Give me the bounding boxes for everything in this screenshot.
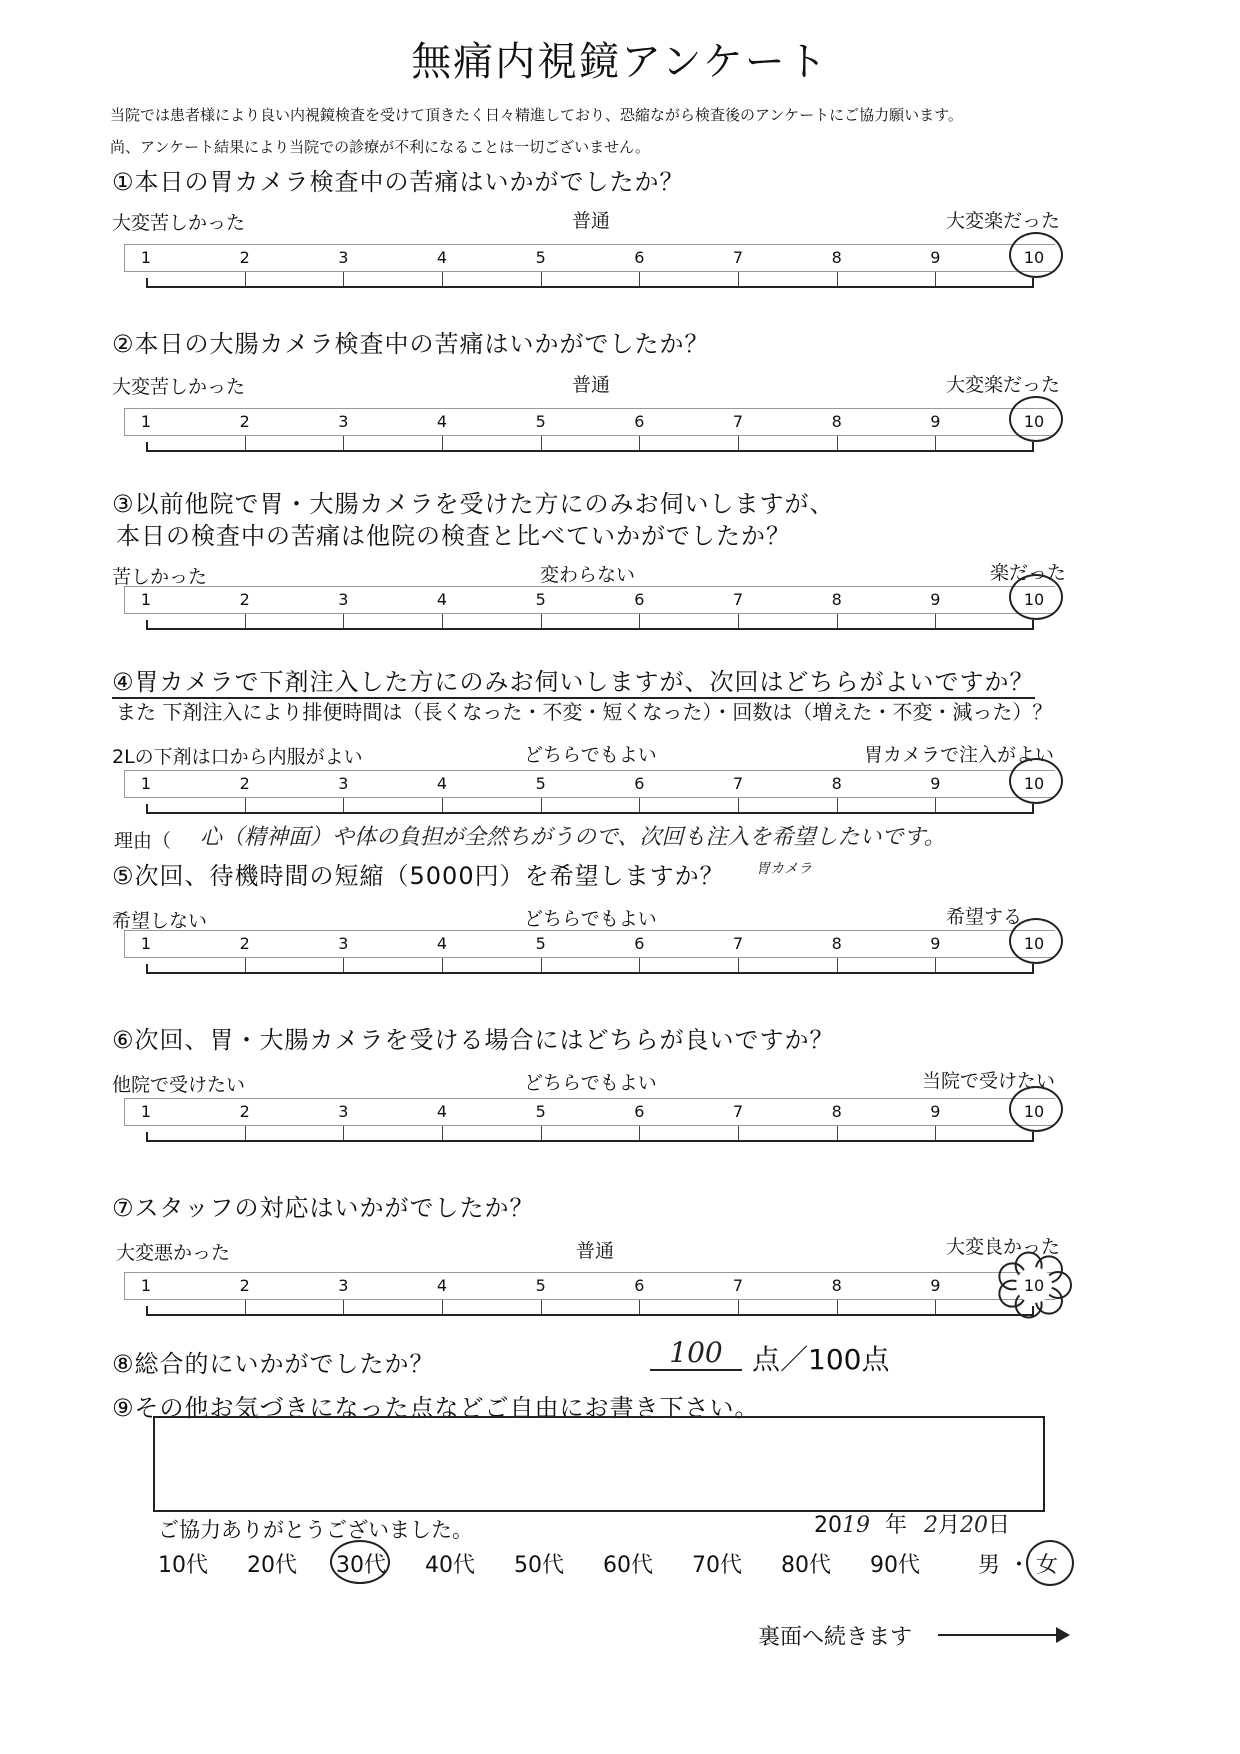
- scale-axis-line: [146, 812, 1034, 814]
- age-option[interactable]: 20代: [247, 1553, 297, 1578]
- reason-label: 理由（: [114, 830, 172, 852]
- scale-number[interactable]: 10: [1023, 774, 1045, 793]
- arrow-right-icon: [1056, 1627, 1070, 1643]
- question-4-text-line2: また 下剤注入により排便時間は（長くなった・不変・短くなった）・回数は（増えた・不変・減った）？: [116, 700, 1053, 724]
- scale-number[interactable]: 6: [634, 412, 645, 431]
- scale-end-right: [1032, 278, 1034, 288]
- scale-tick: [245, 1300, 246, 1314]
- q7-rating-scale[interactable]: [124, 1272, 1054, 1332]
- reason-handwritten[interactable]: 心（精神面）や体の負担が全然ちがうので、次回も注入を希望したいです。: [200, 825, 946, 850]
- scale-number[interactable]: 7: [732, 774, 744, 793]
- date-year-hand[interactable]: 19: [842, 1513, 870, 1538]
- scale-tick: [837, 614, 838, 628]
- date-day-hand[interactable]: 20: [960, 1513, 989, 1538]
- scale-tick: [541, 958, 542, 972]
- scale-tick: [442, 272, 443, 286]
- scale-tick: [541, 1300, 542, 1314]
- q4-left-label: 2Lの下剤は口から内服がよい: [112, 746, 363, 768]
- scale-number[interactable]: 9: [930, 590, 941, 609]
- scale-axis-line: [146, 972, 1034, 974]
- scale-number[interactable]: 1: [140, 590, 152, 609]
- date-field: [814, 1508, 1010, 1539]
- scale-tick: [343, 436, 344, 450]
- q2-rating-scale[interactable]: [124, 408, 1054, 468]
- q7-right-label: 大変良かった: [946, 1236, 1061, 1258]
- age-option[interactable]: 10代: [158, 1553, 208, 1578]
- q5-right-label: 希望する: [946, 906, 1023, 928]
- scale-number[interactable]: 2: [239, 412, 250, 431]
- scale-tick: [738, 436, 739, 450]
- scale-tick: [738, 958, 739, 972]
- q9-free-text-box[interactable]: [153, 1416, 1045, 1512]
- q3-right-label: 楽だった: [990, 562, 1067, 584]
- scale-number[interactable]: 7: [732, 1276, 744, 1295]
- scale-end-left: [146, 964, 148, 974]
- scale-tick: [738, 798, 739, 812]
- gender-female[interactable]: 女: [1036, 1553, 1059, 1578]
- scale-number[interactable]: 1: [140, 248, 152, 267]
- scale-selection-circle: [1009, 758, 1063, 804]
- scale-number[interactable]: 8: [831, 248, 842, 267]
- scale-tick: [541, 436, 542, 450]
- q7-mid-label: 普通: [576, 1240, 615, 1262]
- scale-tick: [245, 272, 246, 286]
- scale-axis-line: [146, 1140, 1034, 1142]
- scale-tick: [343, 1300, 344, 1314]
- scale-number[interactable]: 6: [634, 1276, 645, 1295]
- scale-number[interactable]: 8: [831, 1102, 842, 1121]
- scale-number[interactable]: 1: [140, 934, 152, 953]
- scale-number[interactable]: 1: [140, 412, 152, 431]
- scale-tick: [639, 614, 640, 628]
- age-option[interactable]: 80代: [781, 1553, 831, 1578]
- scale-end-left: [146, 804, 148, 814]
- scale-tick: [541, 272, 542, 286]
- scale-tick: [343, 798, 344, 812]
- question-5-text: ⑤次回、待機時間の短縮（5000円）を希望しますか？: [112, 862, 725, 890]
- q1-rating-scale[interactable]: [124, 244, 1054, 304]
- page-title: 無痛内視鏡アンケート: [411, 39, 829, 85]
- scale-frame: [124, 770, 1055, 798]
- scale-tick: [442, 798, 443, 812]
- scale-number[interactable]: 6: [634, 248, 645, 267]
- question-1-text: ①本日の胃カメラ検査中の苦痛はいかがでしたか？: [112, 168, 685, 196]
- scale-number[interactable]: 4: [436, 412, 448, 431]
- scale-number[interactable]: 7: [732, 412, 744, 431]
- scale-number[interactable]: 5: [535, 248, 546, 267]
- scale-tick: [935, 436, 936, 450]
- scale-frame: [124, 586, 1055, 614]
- scale-tick: [935, 1126, 936, 1140]
- q8-score-handwritten[interactable]: 100: [650, 1336, 742, 1371]
- gender-male[interactable]: 男: [978, 1553, 1001, 1578]
- scale-number[interactable]: 3: [338, 774, 349, 793]
- scale-tick: [442, 614, 443, 628]
- scale-number[interactable]: 5: [535, 412, 546, 431]
- scale-frame: [124, 244, 1055, 272]
- scale-number[interactable]: 2: [239, 774, 250, 793]
- scale-tick: [541, 614, 542, 628]
- scale-tick: [343, 614, 344, 628]
- question-3-text: ③以前他院で胃・大腸カメラを受けた方にのみお伺いしますが、: [112, 490, 835, 518]
- scale-number[interactable]: 9: [930, 774, 941, 793]
- scale-number[interactable]: 10: [1023, 934, 1045, 953]
- scale-tick: [442, 958, 443, 972]
- scale-tick: [442, 436, 443, 450]
- scale-number[interactable]: 1: [140, 1276, 152, 1295]
- q1-mid-label: 普通: [572, 210, 611, 232]
- scale-number[interactable]: 8: [831, 412, 842, 431]
- scale-number[interactable]: 2: [239, 934, 250, 953]
- date-year-prefix: 20: [814, 1513, 842, 1538]
- question-3-text-line2: 本日の検査中の苦痛は他院の検査と比べていかがでしたか？: [116, 522, 791, 550]
- scale-tick: [541, 798, 542, 812]
- continue-arrow-line: [938, 1634, 1060, 1636]
- scale-tick: [639, 798, 640, 812]
- scale-number[interactable]: 6: [634, 774, 645, 793]
- scale-number[interactable]: 7: [732, 248, 744, 267]
- gender-separator: ・: [1008, 1553, 1031, 1578]
- intro-line-2: 尚、アンケート結果により当院での診療が不利になることは一切ございません。: [110, 138, 651, 156]
- scale-tick: [245, 958, 246, 972]
- scale-tick: [639, 1300, 640, 1314]
- q6-left-label: 他院で受けたい: [112, 1074, 246, 1096]
- scale-selection-circle: [1009, 396, 1063, 442]
- scale-number[interactable]: 10: [1023, 1102, 1045, 1121]
- scale-number[interactable]: 3: [338, 412, 349, 431]
- scale-end-left: [146, 442, 148, 452]
- scale-selection-circle: [1009, 918, 1063, 964]
- scale-number[interactable]: 1: [140, 1102, 152, 1121]
- scale-tick: [935, 272, 936, 286]
- q2-mid-label: 普通: [572, 374, 611, 396]
- date-month-hand[interactable]: 2: [924, 1513, 939, 1538]
- age-option[interactable]: 70代: [692, 1553, 742, 1578]
- scale-number[interactable]: 4: [436, 1102, 448, 1121]
- scale-tick: [639, 436, 640, 450]
- q3-mid-label: 変わらない: [540, 564, 636, 586]
- q6-right-label: 当院で受けたい: [922, 1070, 1056, 1092]
- scale-number[interactable]: 4: [436, 774, 448, 793]
- scale-number[interactable]: 5: [535, 590, 546, 609]
- scale-number[interactable]: 9: [930, 1102, 941, 1121]
- scale-number[interactable]: 6: [634, 934, 645, 953]
- age-option[interactable]: 40代: [425, 1553, 475, 1578]
- scale-tick: [935, 958, 936, 972]
- scale-number[interactable]: 6: [634, 1102, 645, 1121]
- scale-tick: [541, 1126, 542, 1140]
- scale-number[interactable]: 7: [732, 934, 744, 953]
- scale-number[interactable]: 3: [338, 248, 349, 267]
- scale-tick: [837, 1300, 838, 1314]
- scale-number[interactable]: 3: [338, 1276, 349, 1295]
- scale-number[interactable]: 4: [436, 1276, 448, 1295]
- scale-tick: [245, 614, 246, 628]
- scale-tick: [343, 958, 344, 972]
- date-month-label: 月: [938, 1513, 961, 1538]
- thanks-text: ご協力ありがとうございました。: [158, 1518, 473, 1542]
- question-6-text: ⑥次回、胃・大腸カメラを受ける場合にはどちらが良いですか？: [112, 1026, 835, 1054]
- scale-end-right: [1032, 620, 1034, 630]
- scale-tick: [837, 798, 838, 812]
- scale-number[interactable]: 10: [1023, 248, 1045, 267]
- q4-right-label: 胃カメラで注入がよい: [864, 744, 1055, 766]
- scale-tick: [442, 1126, 443, 1140]
- scale-tick: [935, 798, 936, 812]
- q4-mid-label: どちらでもよい: [524, 744, 657, 766]
- scale-number[interactable]: 4: [436, 248, 448, 267]
- scale-tick: [837, 1126, 838, 1140]
- scale-selection-circle: [1009, 232, 1063, 278]
- scale-number[interactable]: 2: [239, 1102, 250, 1121]
- scale-number[interactable]: 2: [239, 248, 250, 267]
- reason-note: 胃カメラ: [756, 861, 812, 877]
- scale-axis-line: [146, 1314, 1034, 1316]
- scale-tick: [343, 272, 344, 286]
- scale-number[interactable]: 9: [930, 412, 941, 431]
- age-option[interactable]: 90代: [870, 1553, 920, 1578]
- scale-number[interactable]: 7: [732, 590, 744, 609]
- scale-frame: [124, 1098, 1055, 1126]
- scale-number[interactable]: 9: [930, 248, 941, 267]
- q5-mid-label: どちらでもよい: [524, 908, 657, 930]
- q6-mid-label: どちらでもよい: [524, 1072, 657, 1094]
- scale-selection-circle: [1009, 1086, 1063, 1132]
- scale-number[interactable]: 10: [1023, 1276, 1045, 1295]
- scale-end-right: [1032, 964, 1034, 974]
- scale-number[interactable]: 10: [1023, 590, 1045, 609]
- scale-number[interactable]: 5: [535, 934, 546, 953]
- continue-text: 裏面へ続きます: [758, 1625, 913, 1650]
- q5-rating-scale[interactable]: [124, 930, 1054, 990]
- scale-number[interactable]: 5: [535, 1276, 546, 1295]
- q1-left-label: 大変苦しかった: [112, 212, 246, 234]
- scale-number[interactable]: 9: [930, 934, 941, 953]
- scale-selection-circle: [1009, 574, 1063, 620]
- q5-left-label: 希望しない: [112, 910, 208, 932]
- scale-tick: [935, 1300, 936, 1314]
- scale-tick: [245, 436, 246, 450]
- scale-axis-line: [146, 286, 1034, 288]
- age-selection-circle: [330, 1540, 390, 1584]
- age-option[interactable]: 60代: [603, 1553, 653, 1578]
- age-option[interactable]: 50代: [514, 1553, 564, 1578]
- scale-number[interactable]: 9: [930, 1276, 941, 1295]
- q7-left-label: 大変悪かった: [116, 1242, 231, 1264]
- scale-frame: [124, 930, 1055, 958]
- q3-left-label: 苦しかった: [112, 566, 208, 588]
- scale-number[interactable]: 1: [140, 774, 152, 793]
- scale-number[interactable]: 6: [634, 590, 645, 609]
- scale-end-right: [1032, 804, 1034, 814]
- question-8-text: ⑧総合的にいかがでしたか？: [112, 1350, 435, 1378]
- scale-end-left: [146, 278, 148, 288]
- question-4-text: ④胃カメラで下剤注入した方にのみお伺いしますが、次回はどちらがよいですか？: [112, 662, 1035, 699]
- scale-axis-line: [146, 628, 1034, 630]
- q6-rating-scale[interactable]: [124, 1098, 1054, 1158]
- q3-rating-scale[interactable]: [124, 586, 1054, 646]
- scale-tick: [442, 1300, 443, 1314]
- scale-number[interactable]: 2: [239, 590, 250, 609]
- scale-end-left: [146, 1132, 148, 1142]
- gender-selection-circle: [1026, 1540, 1074, 1586]
- scale-number[interactable]: 3: [338, 590, 349, 609]
- age-option[interactable]: 30代: [336, 1553, 386, 1578]
- scale-tick: [245, 798, 246, 812]
- scale-tick: [837, 436, 838, 450]
- scale-number[interactable]: 5: [535, 1102, 546, 1121]
- scale-tick: [639, 1126, 640, 1140]
- scale-end-right: [1032, 442, 1034, 452]
- scale-tick: [837, 958, 838, 972]
- scale-tick: [343, 1126, 344, 1140]
- q2-right-label: 大変楽だった: [946, 374, 1061, 396]
- scale-tick: [639, 958, 640, 972]
- scale-number[interactable]: 4: [436, 590, 448, 609]
- intro-line-1: 当院では患者様により良い内視鏡検査を受けて頂きたく日々精進しており、恐縮ながら検査後のアンケートにご協力願います。: [110, 106, 963, 124]
- scale-number[interactable]: 8: [831, 1276, 842, 1295]
- scale-tick: [738, 1126, 739, 1140]
- question-7-text: ⑦スタッフの対応はいかがでしたか？: [112, 1194, 535, 1222]
- scale-tick: [738, 1300, 739, 1314]
- scale-number[interactable]: 8: [831, 590, 842, 609]
- scale-tick: [738, 614, 739, 628]
- scale-tick: [245, 1126, 246, 1140]
- scale-end-right: [1032, 1132, 1034, 1142]
- scale-end-left: [146, 620, 148, 630]
- scale-number[interactable]: 5: [535, 774, 546, 793]
- date-year-label: 年: [885, 1513, 908, 1538]
- scale-number[interactable]: 10: [1023, 412, 1045, 431]
- q1-right-label: 大変楽だった: [946, 210, 1061, 232]
- scale-number[interactable]: 8: [831, 934, 842, 953]
- q2-left-label: 大変苦しかった: [112, 376, 246, 398]
- scale-number[interactable]: 3: [338, 934, 349, 953]
- scale-tick: [639, 272, 640, 286]
- scale-tick: [935, 614, 936, 628]
- scale-number[interactable]: 8: [831, 774, 842, 793]
- question-9-text: ⑨その他お気づきになった点などご自由にお書き下さい。: [112, 1394, 760, 1422]
- scale-end-left: [146, 1306, 148, 1316]
- scale-frame: [124, 1272, 1055, 1300]
- scale-axis-line: [146, 450, 1034, 452]
- scale-number[interactable]: 2: [239, 1276, 250, 1295]
- scale-number[interactable]: 3: [338, 1102, 349, 1121]
- scale-frame: [124, 408, 1055, 436]
- scale-tick: [837, 272, 838, 286]
- scale-number[interactable]: 7: [732, 1102, 744, 1121]
- question-2-text: ②本日の大腸カメラ検査中の苦痛はいかがでしたか？: [112, 330, 710, 358]
- scale-number[interactable]: 4: [436, 934, 448, 953]
- date-day-label: 日: [988, 1513, 1011, 1538]
- q8-unit: 点／100点: [752, 1343, 890, 1376]
- scale-tick: [738, 272, 739, 286]
